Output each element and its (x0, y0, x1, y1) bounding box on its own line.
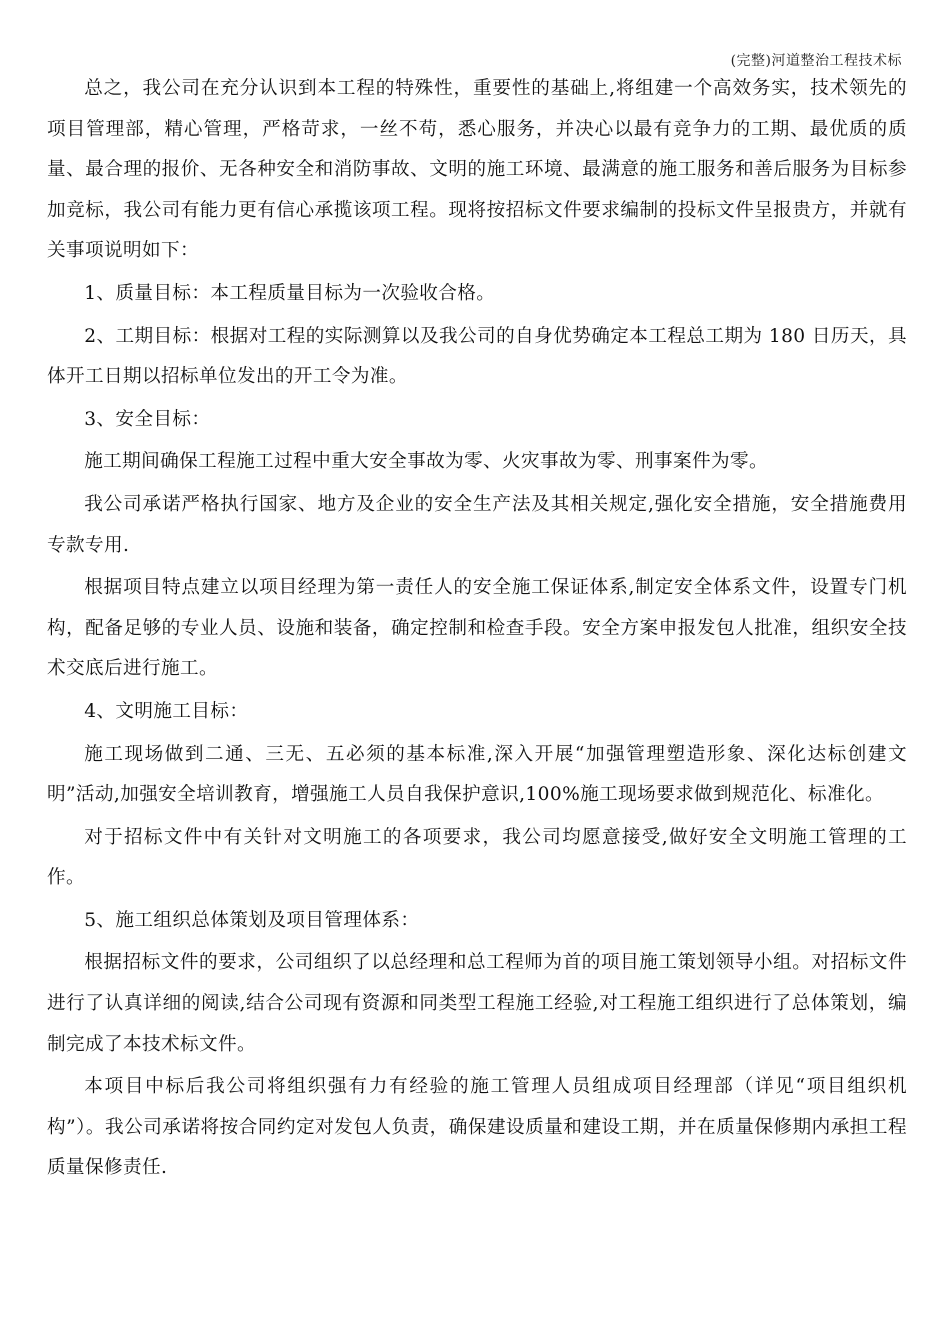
paragraph-safety-goal-heading: 3、安全目标： (84, 408, 211, 430)
paragraph-quality-goal: 1、质量目标：本工程质量目标为一次验收合格。 (84, 282, 496, 304)
document-body (47, 69, 907, 1191)
paragraph-civilized-acceptance: 对于招标文件中有关针对文明施工的各项要求，我公司均愿意接受,做好安全文明施工管理的工作。 (47, 826, 907, 889)
page-header: (完整)河道整治工程技术标 (730, 53, 902, 69)
paragraph-summary: 总之，我公司在充分认识到本工程的特殊性，重要性的基础上,将组建一个高效务实，技术领先的项目管理部，精心管理，严格苛求，一丝不苟，悉心服务，并决心以最有竞争力的工期、最优质的质量、最合理的报价、无各种安全和消防事故、文明的施工环境、最满意的施工服务和善后服务为目标参加竞标，我公司有能力更有信心承揽该项工程。现将按招标文件要求编制的投标文件呈报贵方，并就有关事项说明如下： (47, 78, 907, 262)
paragraph-safety-system: 根据项目特点建立以项目经理为第一责任人的安全施工保证体系,制定安全体系文件，设置专门机构，配备足够的专业人员、设施和装备，确定控制和检查手段。安全方案申报发包人批准，组织安全技术交底后进行施工。 (47, 577, 907, 680)
paragraph-planning-group: 根据招标文件的要求，公司组织了以总经理和总工程师为首的项目施工策划领导小组。对招标文件进行了认真详细的阅读,结合公司现有资源和同类型工程施工经验,对工程施工组织进行了总体策划，编制完成了本技术标文件。 (47, 952, 907, 1055)
paragraph-safety-commitment: 我公司承诺严格执行国家、地方及企业的安全生产法及其相关规定,强化安全措施，安全措施费用专款专用. (47, 493, 907, 556)
paragraph-civilized-standards: 施工现场做到二通、三无、五必须的基本标准,深入开展“加强管理塑造形象、深化达标创建文明”活动,加强安全培训教育，增强施工人员自我保护意识,100%施工现场要求做到规范化、标准化。 (47, 743, 907, 806)
paragraph-civilized-goal-heading: 4、文明施工目标： (84, 700, 249, 722)
paragraph-schedule-goal: 2、工期目标：根据对工程的实际测算以及我公司的自身优势确定本工程总工期为 180 日历天，具体开工日期以招标单位发出的开工令为准。 (47, 325, 907, 388)
paragraph-planning-heading: 5、施工组织总体策划及项目管理体系： (84, 909, 420, 931)
paragraph-project-department: 本项目中标后我公司将组织强有力有经验的施工管理人员组成项目经理部（详见“项目组织机构”）。我公司承诺将按合同约定对发包人负责，确保建设质量和建设工期，并在质量保修期内承担工程质量保修责任. (47, 1076, 907, 1179)
paragraph-safety-zero-incidents: 施工期间确保工程施工过程中重大安全事故为零、火灾事故为零、刑事案件为零。 (84, 451, 768, 473)
